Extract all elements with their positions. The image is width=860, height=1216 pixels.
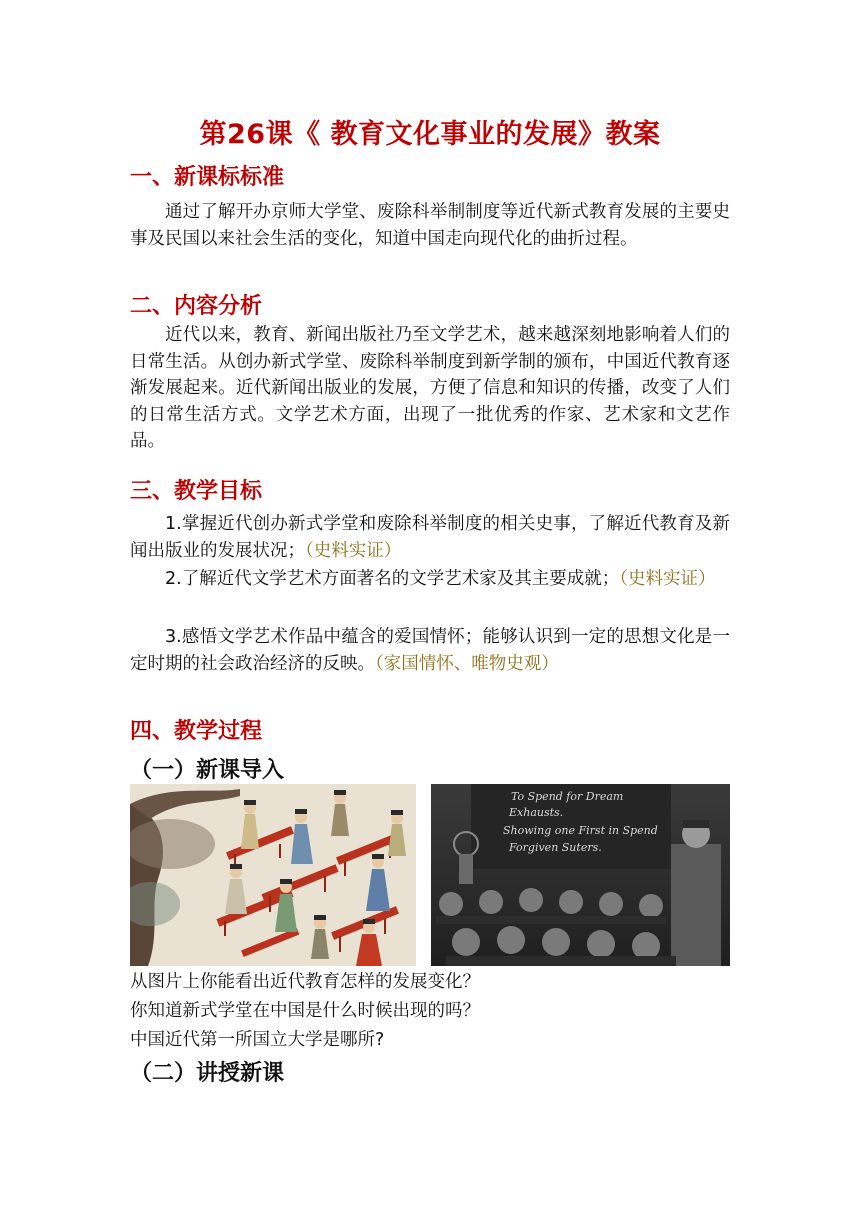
goal-item: 2.了解近代文学艺术方面著名的文学艺术家及其主要成就；（史料实证） [165,569,716,589]
page-title: 第26课《 教育文化事业的发展》教案 [199,119,661,150]
chalk-line: Exhausts. [509,806,564,819]
goal-tag: （史料实证） [305,540,402,561]
traditional-school-painting [130,784,416,966]
section-heading-content: 二、内容分析 [130,294,263,319]
chalk-line: Showing one First in Spend [503,824,658,837]
section-heading-process: 四、教学过程 [130,719,263,744]
section-heading-curriculum: 一、新课标标准 [130,165,285,190]
question-line: 中国近代第一所国立大学是哪所? [130,1030,385,1050]
goal-tag: （家国情怀、唯物史观） [375,653,559,674]
goal-item: 3.感悟文学艺术作品中蕴含的爱国情怀；能够认识到一定的思想文化是一定时期的社会政治经济的反映。（家国情怀、唯物史观） [130,627,730,674]
question-line: 从图片上你能看出近代教育怎样的发展变化？ [130,972,480,992]
chalk-line: To Spend for Dream [511,790,624,803]
goal-tag: （史料实证） [619,569,716,589]
curriculum-paragraph: 通过了解开办京师大学堂、废除科举制制度等近代新式教育发展的主要史事及民国以来社会生活的变化，知道中国走向现代化的曲折过程。 [130,202,730,249]
content-paragraph: 近代以来，教育、新闻出版社乃至文学艺术，越来越深刻地影响着人们的日常生活。从创办新式学堂、废除科举制度到新学制的颁布，中国近代教育逐渐发展起来。近代新闻出版业的发展，方便了信息和知识的传播，改变了人们的日常生活方式。文学艺术方面，出现了一批优秀的作家、艺术家和文艺作品。 [130,325,730,451]
subheading-new-lesson: （二）讲授新课 [130,1061,285,1086]
subheading-intro: （一）新课导入 [130,758,285,783]
goal-item: 1.掌握近代创办新式学堂和废除科举制度的相关史事，了解近代教育及新闻出版业的发展状况；（史料实证） [130,514,730,561]
section-heading-goals: 三、教学目标 [130,479,263,504]
modern-classroom-photo [431,784,730,966]
chalk-line: Forgiven Suters. [509,841,602,854]
question-line: 你知道新式学堂在中国是什么时候出现的吗？ [130,1001,480,1021]
